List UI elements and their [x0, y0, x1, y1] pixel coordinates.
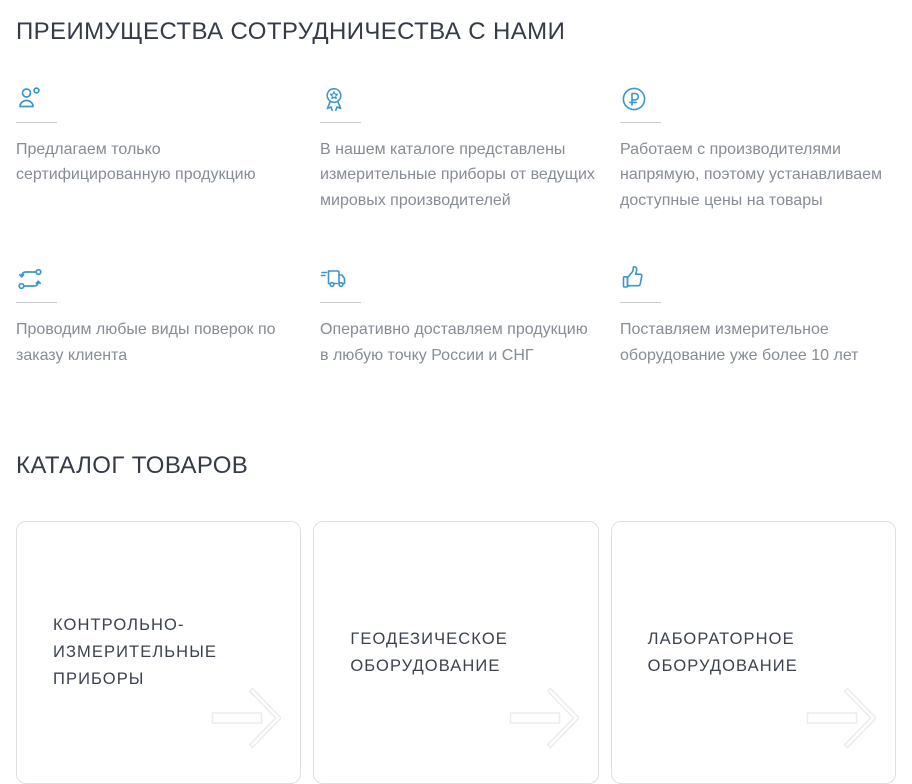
certified-user-icon: [16, 85, 44, 113]
advantage-text: Оперативно доставляем продукцию в любую точку России и СНГ: [320, 321, 588, 364]
advantages-grid: [16, 85, 896, 369]
advantage-text: Поставляем измерительное оборудование уже более 10 лет: [620, 321, 859, 364]
process-icon: [16, 265, 44, 293]
advantage-text: В нашем каталоге представлены измерительные приборы от ведущих мировых производителей: [320, 140, 595, 209]
thumbs-up-icon: [620, 265, 648, 293]
icon-underline: [16, 122, 57, 123]
catalog-cards: [16, 521, 896, 784]
advantage-item: [620, 265, 896, 368]
icon-underline: [320, 302, 361, 303]
advantage-item: [16, 85, 320, 214]
catalog-card-control-measuring[interactable]: [16, 521, 301, 784]
catalog-section-title: КАТАЛОГ ТОВАРОВ: [16, 452, 249, 480]
advantage-text: Работаем с производителями напрямую, поэтому устанавливаем доступные цены на товары: [620, 140, 883, 209]
advantage-text: Проводим любые виды поверок по заказу клиента: [16, 321, 276, 364]
advantage-item: [16, 265, 320, 368]
medal-icon: [320, 85, 348, 113]
advantage-item: [320, 85, 620, 214]
catalog-card-label: ГЕОДЕЗИЧЕСКОЕ ОБОРУДОВАНИЕ: [350, 629, 508, 675]
icon-underline: [620, 122, 661, 123]
advantage-text: Предлагаем только сертифицированную продукцию: [16, 140, 256, 184]
catalog-card-label: КОНТРОЛЬНО-ИЗМЕРИТЕЛЬНЫЕ ПРИБОРЫ: [53, 616, 218, 689]
catalog-card-geodesic[interactable]: [313, 521, 598, 784]
icon-underline: [16, 302, 57, 303]
icon-underline: [320, 122, 361, 123]
arrow-right-icon: [211, 687, 281, 749]
ruble-icon: [620, 85, 648, 113]
arrow-right-icon: [806, 687, 876, 749]
icon-underline: [620, 302, 661, 303]
arrow-right-icon: [509, 687, 579, 749]
catalog-card-laboratory[interactable]: [611, 521, 896, 784]
advantage-item: [320, 265, 620, 368]
delivery-truck-icon: [320, 265, 348, 293]
catalog-card-label: ЛАБОРАТОРНОЕ ОБОРУДОВАНИЕ: [647, 629, 798, 675]
advantage-item: [620, 85, 896, 214]
advantages-section-title: ПРЕИМУЩЕСТВА СОТРУДНИЧЕСТВА С НАМИ: [16, 18, 566, 45]
